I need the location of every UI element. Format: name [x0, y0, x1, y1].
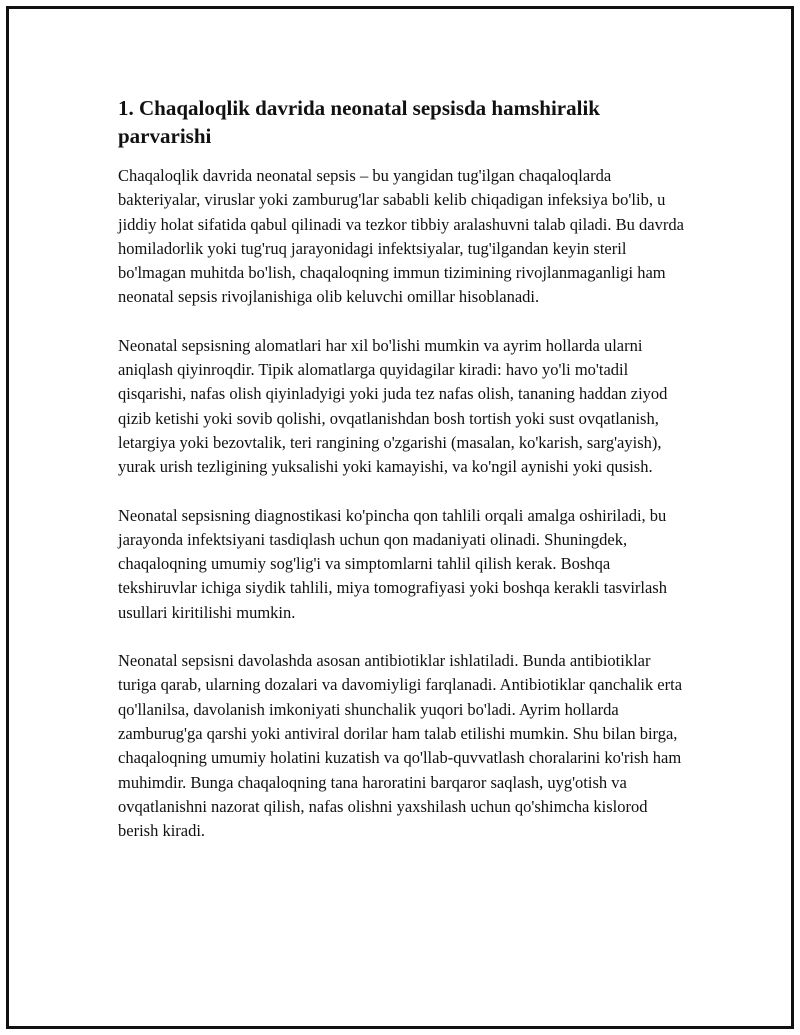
paragraph-symptoms: Neonatal sepsisning alomatlari har xil bo'lishi mumkin va ayrim hollarda ularni aniqlash qiyinroqdir. Tipik alomatlarga quyidagilar kiradi: havo yo'li mo'tadil qisqarishi, nafas olish qiyinladyigi yoki juda tez nafas olish, tananing haddan ziyod qizib ketishi yoki sovib qolishi, ovqatlanishdan bosh tortish yoki sust ovqatlanish, letargiya yoki bezovtalik, teri rangining o'zgarishi (masalan, ko'karish, sarg'ayish), yurak urish tezligining yuksalishi yoki kamayishi, va ko'ngil aynishi yoki qusish.: [118, 335, 668, 477]
paragraph-treatment: Neonatal sepsisni davolashda asosan antibiotiklar ishlatiladi. Bunda antibiotiklar turiga qarab, ularning dozalari va davomiyligi farqlanadi. Antibiotiklar qanchalik erta qo'llanilsa, davolanish imkoniyati shunchalik yuqori bo'ladi. Ayrim hollarda zamburug'ga qarshi yoki antiviral dorilar ham talab etilishi mumkin. Shu bilan birga, chaqaloqning umumiy holatini kuzatish va qo'llab-quvvatlash choralarini ko'rish ham muhimdir. Bunga chaqaloqning tana haroratini barqaror saqlash, uyg'otish va ovqatlanishni nazorat qilish, nafas olishni yaxshilash uchun qo'shimcha kislorod berish kiradi.: [118, 651, 683, 841]
document-body: [118, 94, 688, 867]
paragraph-definition: Chaqaloqlik davrida neonatal sepsis – bu yangidan tug'ilgan chaqaloqlarda bakteriyalar, viruslar yoki zamburug'lar sababli kelib chiqadigan infeksiya bo'lib, u jiddiy holat sifatida qabul qilinadi va tezkor tibbiy aralashuvni talab qiladi. Bu davrda homiladorlik yoki tug'ruq jarayonidagi infektsiyalar, tug'ilgandan keyin steril bo'lmagan muhitda bo'lish, chaqaloqning immun tizimining rivojlanmaganligi ham neonatal sepsis rivojlanishiga olib keluvchi omillar hisoblanadi.: [118, 166, 684, 307]
document-heading: 1. Chaqaloqlik davrida neonatal sepsisda hamshiralik parvarishi: [118, 96, 600, 148]
paragraph-diagnostics: Neonatal sepsisning diagnostikasi ko'pincha qon tahlili orqali amalga oshiriladi, bu jarayonda infektsiyani tasdiqlash uchun qon madaniyati olinadi. Shuningdek, chaqaloqning umumiy sog'lig'i va simptomlarni tahlil qilish kerak. Boshqa tekshiruvlar ichiga siydik tahlili, miya tomografiyasi yoki boshqa kerakli tasvirlash usullari kiritilishi mumkin.: [118, 505, 667, 622]
